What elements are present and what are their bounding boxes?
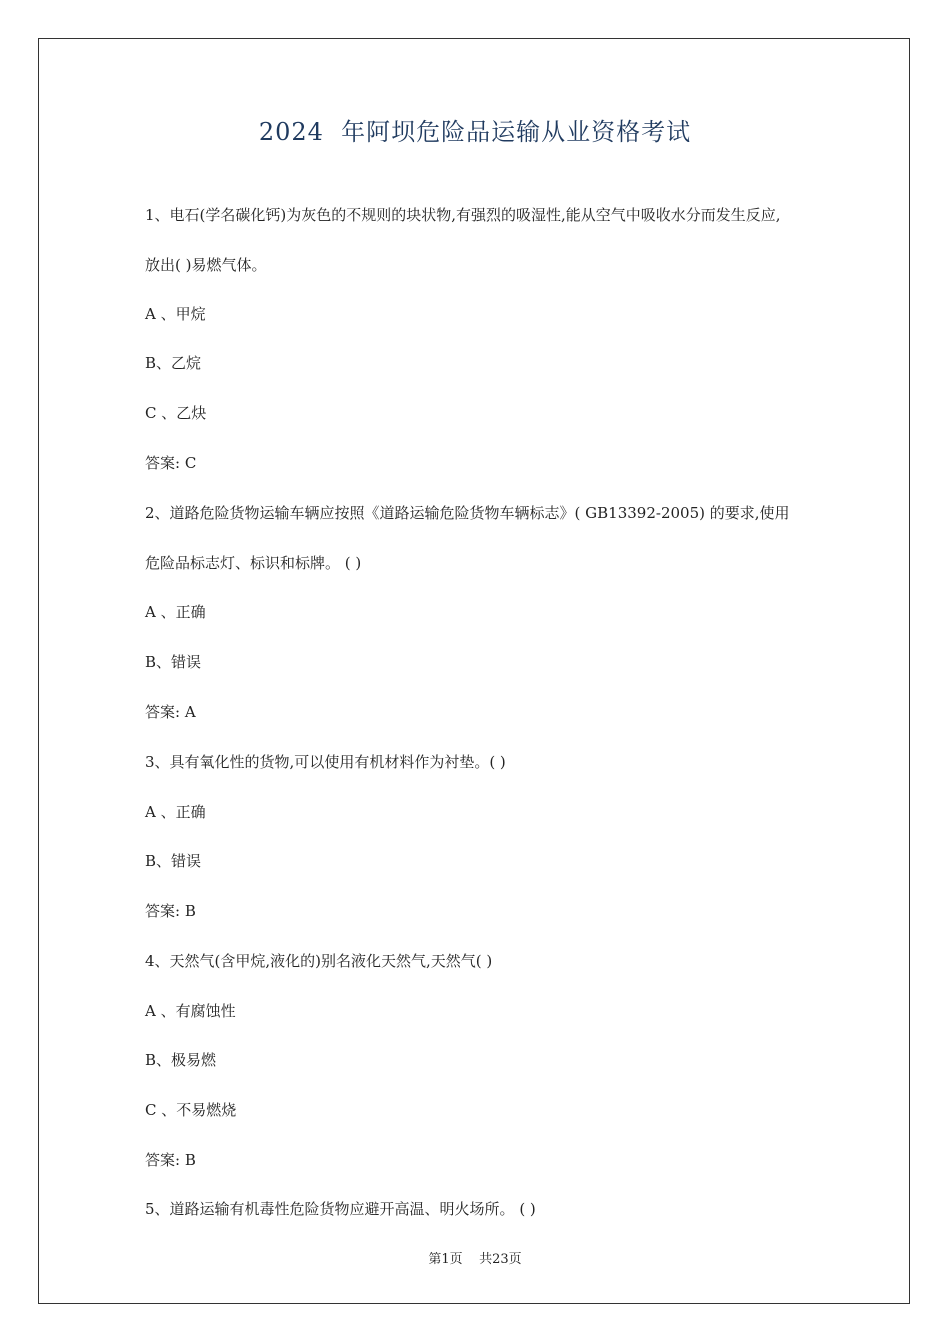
q2-option-a: A 、正确 (145, 603, 206, 621)
q5-stem-line-1: 5、道路运输有机毒性危险货物应避开高温、明火场所。 ( ) (145, 1200, 536, 1218)
q4-option-b: B、极易燃 (145, 1051, 217, 1069)
q2-answer: 答案: A (145, 703, 196, 721)
page-footer: 第1页 共23页 (428, 1252, 522, 1267)
q1-option-b: B、乙烷 (145, 354, 202, 372)
q4-option-c: C 、不易燃烧 (145, 1101, 237, 1119)
q3-option-b: B、错误 (145, 852, 202, 870)
q3-option-a: A 、正确 (145, 803, 206, 821)
q4-answer: 答案: B (145, 1151, 196, 1169)
q2-stem-line-2: 危险品标志灯、标识和标牌。 ( ) (145, 554, 362, 572)
q1-option-c: C 、乙炔 (145, 404, 207, 422)
q1-stem-line-2: 放出( )易燃气体。 (145, 256, 267, 274)
q1-answer: 答案: C (145, 454, 197, 472)
q3-answer: 答案: B (145, 902, 196, 920)
q4-stem-line-1: 4、天然气(含甲烷,液化的)别名液化天然气,天然气( ) (145, 952, 493, 970)
q1-option-a: A 、甲烷 (145, 305, 206, 323)
q2-stem-line-1: 2、道路危险货物运输车辆应按照《道路运输危险货物车辆标志》( GB13392-2005) 的要求,使用 (145, 504, 790, 522)
document-title: 2024 年阿坝危险品运输从业资格考试 (258, 118, 692, 146)
q3-stem-line-1: 3、具有氧化性的货物,可以使用有机材料作为衬垫。( ) (145, 753, 506, 771)
q2-option-b: B、错误 (145, 653, 202, 671)
q4-option-a: A 、有腐蚀性 (145, 1002, 236, 1020)
q1-stem-line-1: 1、电石(学名碳化钙)为灰色的不规则的块状物,有强烈的吸湿性,能从空气中吸收水分而发生反应, (145, 206, 781, 224)
